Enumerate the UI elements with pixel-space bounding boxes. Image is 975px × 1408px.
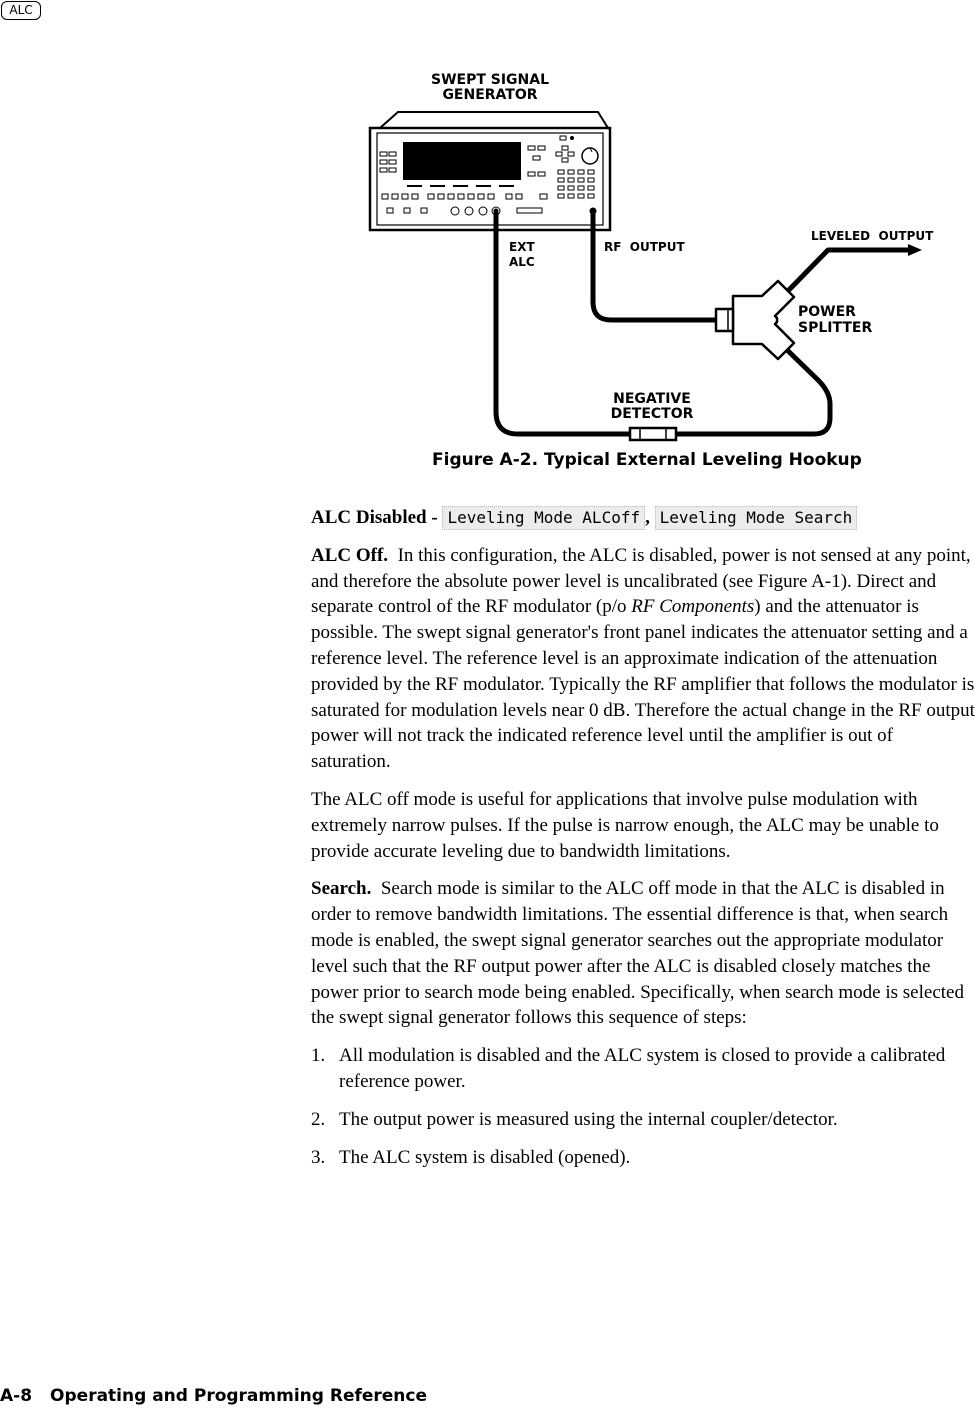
figure-caption: Figure A-2. Typical External Leveling Hookup [432, 450, 862, 470]
leveled-output-arrowhead [908, 244, 922, 256]
rf-components-ref: RF Components [631, 596, 755, 618]
list-item [311, 1107, 975, 1133]
leveled-output-label: LEVELED OUTPUT [811, 229, 934, 243]
detector-cable [676, 346, 830, 434]
page-footer [0, 1385, 427, 1407]
ext-alc-label-line1: EXT [509, 240, 535, 254]
list-item-number: 1. [311, 1045, 326, 1067]
softkey-leveling-mode-search: Leveling Mode Search [655, 506, 858, 530]
list-item [311, 1043, 975, 1095]
alc-off-useful-paragraph: The ALC off mode is useful for applications that involve pulse modulation with extremely narrow pulses. If the pulse is narrow enough, the ALC may be unable to provide accurate leveling due to bandwidth limitations. [311, 788, 939, 862]
list-item-text: The ALC system is disabled (opened). [339, 1146, 631, 1168]
section-heading [311, 505, 975, 531]
list-item-number: 2. [311, 1108, 326, 1130]
swept-signal-generator-drawing [370, 112, 610, 230]
softkey-leveling-mode-alcoff: Leveling Mode ALCoff [442, 506, 645, 530]
list-item-number: 3. [311, 1146, 326, 1168]
rf-output-cable [593, 213, 716, 320]
list-item-text: All modulation is disabled and the ALC system is closed to provide a calibrated reference power. [339, 1045, 946, 1092]
section-heading-prefix: ALC Disabled - [311, 507, 443, 528]
body-text [311, 505, 975, 1182]
generator-label-line2: GENERATOR [442, 87, 538, 103]
leveled-output-cable [783, 250, 910, 296]
search-title: Search. [311, 878, 372, 900]
page-number: A-8 [0, 1386, 33, 1406]
alc-off-text: In this configuration, the ALC is disabled, power is not sensed at any point, and therefore the absolute power level is uncalibrated (see Figure A-1). Direct and separate control of the RF modulator (p/o [311, 544, 971, 618]
list-item-text: The output power is measured using the internal coupler/detector. [339, 1108, 838, 1130]
heading-separator: , [645, 507, 650, 528]
alc-off-title: ALC Off. [311, 544, 389, 566]
search-paragraph [311, 876, 975, 1031]
detector-label-line2: DETECTOR [610, 406, 694, 422]
alc-tab: ALC [1, 1, 41, 20]
rf-output-label: RF OUTPUT [604, 240, 685, 254]
power-splitter-drawing [716, 281, 794, 359]
footer-title: Operating and Programming Reference [50, 1386, 428, 1406]
alc-off-paragraph [311, 543, 975, 775]
search-text: Search mode is similar to the ALC off mode in that the ALC is disabled in order to remove bandwidth limitations. The essential difference is that, when search mode is enabled, the swept signal generator searches out the appropriate modulator level such that the RF output power after the ALC is disabled closely matches the power prior to search mode being enabled. Specifically, when search mode is selected the swept signal generator follows this sequence of steps: [311, 878, 964, 1029]
generator-label-line1: SWEPT SIGNAL [430, 72, 550, 88]
ext-alc-label-line2: ALC [509, 255, 535, 269]
splitter-label-line1: POWER [798, 304, 856, 320]
splitter-label-line2: SPLITTER [798, 320, 873, 336]
detector-label-line1: NEGATIVE [613, 391, 691, 407]
alc-off-text-2: ) and the attenuator is possible. The swept signal generator's front panel indicates the attenuator setting and a reference level. The reference level is an approximate indication of the attenuation provided by the RF modulator. Typically the RF amplifier that follows the modulator is saturated for modulation levels near 0 dB. Therefore the actual change in the RF output power will not track the indicated reference level until the amplifier is out of saturation. [311, 596, 975, 773]
negative-detector-drawing [630, 428, 676, 440]
list-item [311, 1145, 975, 1171]
leveling-hookup-figure [360, 60, 960, 450]
